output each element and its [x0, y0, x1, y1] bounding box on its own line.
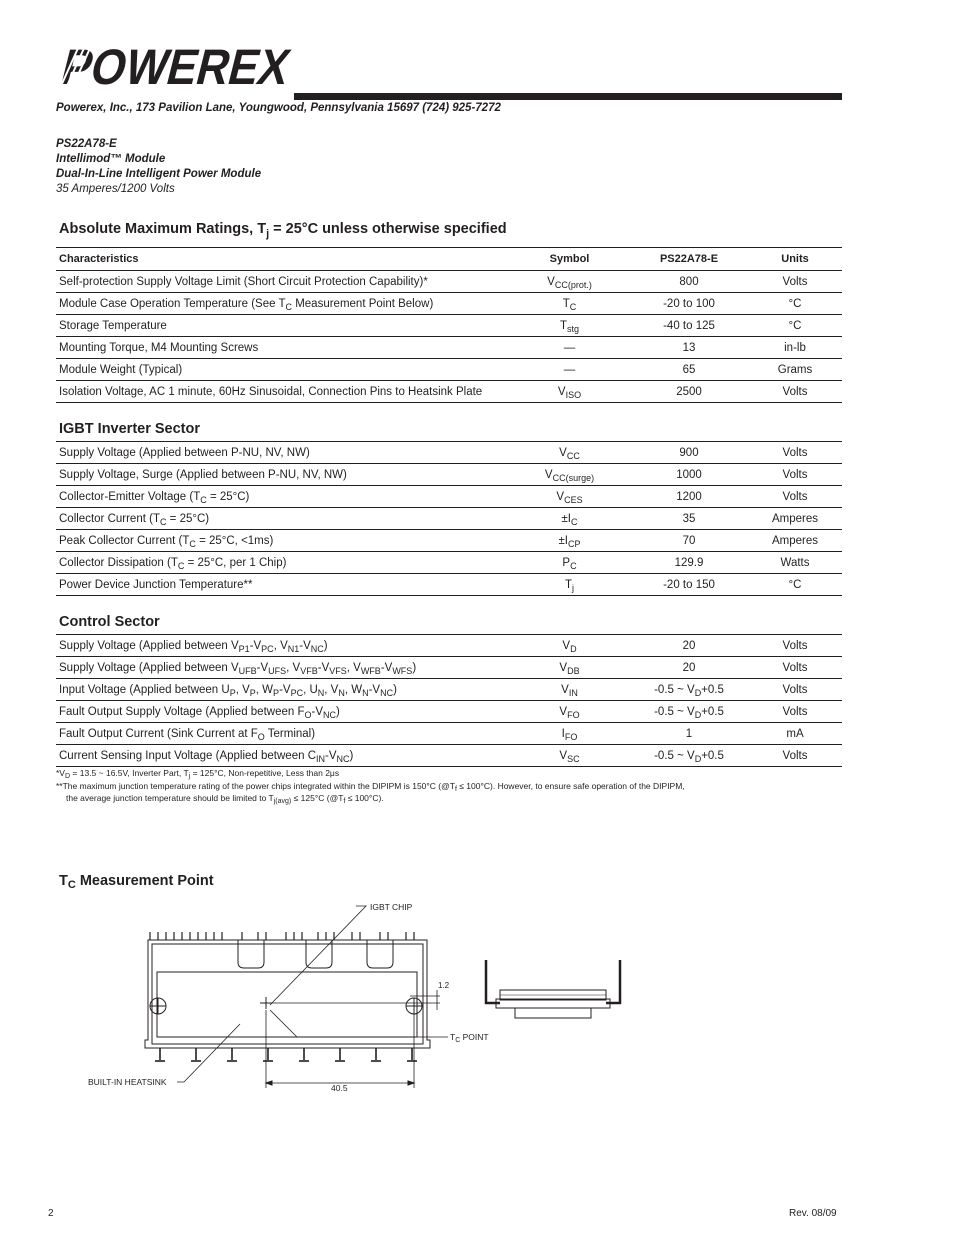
table-row [56, 701, 842, 723]
table-row [56, 530, 842, 552]
subscript: O [304, 709, 312, 720]
cell-characteristic: Supply Voltage (Applied between $V_{UFB}-V_{UFS}$, $V_{VFB}-V_{VFS}$, $V_{WFB}-V_{WFS}$) [56, 657, 509, 679]
subscript: C [570, 560, 577, 571]
col-header-characteristics: Characteristics [56, 248, 509, 271]
cell-unit: °C [748, 574, 842, 596]
cell-value: 1000 [630, 464, 748, 486]
absolute-max-title: Absolute Maximum Ratings, $T_j = 25^\circ C$ unless otherwise specified [59, 221, 507, 240]
cell-value: -20 to 100 [630, 293, 748, 315]
tc-measurement-title: $T_C$ Measurement Point [59, 873, 214, 891]
subscript: N1 [287, 643, 300, 654]
table-row [56, 635, 842, 657]
powerex-logo [55, 38, 326, 95]
cell-unit: Volts [748, 271, 842, 293]
subscript: WFS [392, 665, 413, 676]
cell-characteristic: Module Case Operation Temperature (See $T_C$ Measurement Point Below) [56, 293, 509, 315]
subscript: CC(prot.) [554, 279, 592, 290]
subscript: NC [310, 643, 324, 654]
cell-value: 70 [630, 530, 748, 552]
subscript: FO [564, 731, 578, 742]
company-address: Powerex, Inc., 173 Pavilion Lane, Youngwood, Pennsylvania 15697 (724) 925-7272 [56, 102, 501, 114]
subscript: f [454, 786, 457, 793]
table-row [56, 381, 842, 403]
col-header-symbol: Symbol [509, 248, 630, 271]
cell-symbol: $V_D$ [509, 635, 630, 657]
cell-value: 800 [630, 271, 748, 293]
subscript: O [257, 731, 265, 742]
cell-characteristic: Module Weight (Typical) [56, 359, 509, 381]
footnote-1: $*V_D = 13.5$ ~ 16.5V, Inverter Part, $T_j = 125^\circ C$, Non-repetitive, Less than 2μs [56, 768, 340, 780]
tc-measurement-drawing [56, 898, 676, 1098]
cell-symbol: $I_{FO}$ [509, 723, 630, 745]
cell-characteristic: Collector-Emitter Voltage $(T_C = 25^\circ C)$ [56, 486, 509, 508]
cell-value: 2500 [630, 381, 748, 403]
cell-unit: Amperes [748, 508, 842, 530]
cell-value: 129.9 [630, 552, 748, 574]
subscript: C [159, 516, 167, 527]
subscript: CC [566, 450, 580, 461]
cell-characteristic: Self-protection Supply Voltage Limit (Short Circuit Protection Capability)* [56, 271, 509, 293]
subscript: C [285, 301, 293, 312]
cell-unit: Volts [748, 464, 842, 486]
subscript: WFB [360, 665, 381, 676]
subscript: D [694, 753, 702, 764]
cell-unit: in-lb [748, 337, 842, 359]
cell-characteristic: Storage Temperature [56, 315, 509, 337]
cell-characteristic: Fault Output Supply Voltage (Applied between $F_O-V_{NC}$) [56, 701, 509, 723]
cell-symbol: $V_{CC(prot.)}$ [509, 271, 630, 293]
subscript: N [362, 687, 369, 698]
cell-unit: °C [748, 315, 842, 337]
table-row [56, 442, 842, 464]
table-row [56, 271, 842, 293]
cell-unit: Volts [748, 381, 842, 403]
subscript: CES [564, 494, 583, 505]
subscript: SC [567, 753, 580, 764]
subscript: C [569, 301, 577, 312]
table-row [56, 657, 842, 679]
control-sector-title: Control Sector [59, 614, 160, 630]
subscript: C [200, 494, 207, 505]
logo-text: POWEREX [55, 38, 326, 95]
subscript: D [694, 709, 702, 720]
cell-symbol: $T_C$ [509, 293, 630, 315]
module-side-view [486, 960, 620, 1018]
cell-symbol: $V_{IN}$ [509, 679, 630, 701]
revision: Rev. 08/09 [789, 1208, 837, 1219]
table-row [56, 486, 842, 508]
subscript: P1 [238, 643, 250, 654]
subscript: PC [290, 687, 304, 698]
tc-point-label: $T_C$ POINT [450, 1032, 489, 1044]
cell-characteristic: Supply Voltage, Surge (Applied between P-NU, NV, NW) [56, 464, 509, 486]
product-description: Dual-In-Line Intelligent Power Module [56, 168, 262, 180]
subscript: D [694, 687, 702, 698]
page-number: 2 [48, 1208, 54, 1219]
table-row [56, 552, 842, 574]
cell-unit: Volts [748, 486, 842, 508]
cell-unit: mA [748, 723, 842, 745]
cell-value: 20 [630, 635, 748, 657]
table-row [56, 464, 842, 486]
igbt-sector-table [56, 441, 842, 596]
cell-characteristic: Input Voltage (Applied between $U_P$, $V_P$, $W_P-V_{PC}$, $U_N$, $V_N$, $W_N-V_{NC}$) [56, 679, 509, 701]
cell-characteristic: Peak Collector Current ($T_C = 25^\circ C$, <1ms) [56, 530, 509, 552]
table-row [56, 679, 842, 701]
subscript: NC [323, 709, 337, 720]
cell-symbol: $V_{CC}$ [509, 442, 630, 464]
cell-symbol: $T_j$ [509, 574, 630, 596]
cell-value: 1200 [630, 486, 748, 508]
absolute-max-table [56, 247, 842, 403]
header-rule [294, 93, 842, 100]
subscript: CP [568, 538, 581, 549]
cell-unit: Volts [748, 442, 842, 464]
subscript: NC [380, 687, 394, 698]
subscript: VFB [300, 665, 318, 676]
subscript: IN [568, 687, 578, 698]
cell-value: -0.5 ~ $V_D+0.5$ [630, 745, 748, 767]
cell-symbol: $V_{FO}$ [509, 701, 630, 723]
cell-unit: Volts [748, 635, 842, 657]
cell-value: 13 [630, 337, 748, 359]
cell-unit: Volts [748, 679, 842, 701]
table-row [56, 745, 842, 767]
cell-symbol: $V_{DB}$ [509, 657, 630, 679]
table-row [56, 337, 842, 359]
cell-value: -0.5 ~ $V_D+0.5$ [630, 679, 748, 701]
part-number: PS22A78-E [56, 138, 117, 150]
cell-symbol: $V_{ISO}$ [509, 381, 630, 403]
subscript: FO [567, 709, 580, 720]
subscript: CC(surge) [552, 472, 595, 483]
control-sector-table [56, 634, 842, 767]
cell-symbol: $\pm I_C$ [509, 508, 630, 530]
col-header-part: PS22A78-E [630, 248, 748, 271]
cell-unit: Grams [748, 359, 842, 381]
cell-characteristic: Mounting Torque, M4 Mounting Screws [56, 337, 509, 359]
cell-characteristic: Fault Output Current (Sink Current at $F_O$ Terminal) [56, 723, 509, 745]
cell-value: -20 to 150 [630, 574, 748, 596]
subscript: j(avg) [273, 798, 292, 805]
subscript: D [570, 643, 577, 654]
igbt-sector-title: IGBT Inverter Sector [59, 421, 201, 437]
cell-value: 20 [630, 657, 748, 679]
cell-value: 35 [630, 508, 748, 530]
cell-symbol: $P_C$ [509, 552, 630, 574]
cell-characteristic: Supply Voltage (Applied between P-NU, NV, NW) [56, 442, 509, 464]
footnote-2: **The maximum junction temperature rating of the power chips integrated within the DIPIPM is 150°C $(@T_f \le 100^\circ C)$. However, to ensure safe operation of the DIPIPM, [56, 781, 685, 793]
cell-characteristic: Collector Current $(T_C = 25^\circ C)$ [56, 508, 509, 530]
module-top-view [145, 906, 448, 1088]
table-row [56, 315, 842, 337]
cell-value: 1 [630, 723, 748, 745]
cell-characteristic: Collector Dissipation ($T_C = 25^\circ C$, per 1 Chip) [56, 552, 509, 574]
subscript: P [229, 687, 236, 698]
subscript: NC [336, 753, 350, 764]
cell-value: 65 [630, 359, 748, 381]
dim-40-5-label: 40.5 [331, 1083, 348, 1093]
igbt-chip-label: IGBT CHIP [370, 902, 413, 912]
cell-characteristic: Current Sensing Input Voltage (Applied between $C_{IN}-V_{NC}$) [56, 745, 509, 767]
cell-unit: Amperes [748, 530, 842, 552]
subscript: PC [261, 643, 274, 654]
cell-characteristic: Power Device Junction Temperature** [56, 574, 509, 596]
subscript: IN [316, 753, 325, 764]
subscript: j [188, 773, 191, 780]
table-row [56, 723, 842, 745]
heatsink-label: BUILT-IN HEATSINK [88, 1077, 167, 1087]
cell-unit: Volts [748, 657, 842, 679]
cell-unit: °C [748, 293, 842, 315]
table-row [56, 574, 842, 596]
subscript: UFS [268, 665, 287, 676]
table-row [56, 293, 842, 315]
subscript: P [249, 687, 256, 698]
cell-characteristic: Isolation Voltage, AC 1 minute, 60Hz Sinusoidal, Connection Pins to Heatsink Plate [56, 381, 509, 403]
subscript: VFS [329, 665, 347, 676]
subscript: C [177, 560, 185, 571]
subscript: N [317, 687, 325, 698]
subscript: UFB [238, 665, 257, 676]
subscript: stg [567, 323, 580, 334]
cell-value: -40 to 125 [630, 315, 748, 337]
cell-value: -0.5 ~ $V_D+0.5$ [630, 701, 748, 723]
cell-symbol: $T_{stg}$ [509, 315, 630, 337]
cell-symbol: $V_{SC}$ [509, 745, 630, 767]
cell-unit: Watts [748, 552, 842, 574]
footnote-3: the average junction temperature should be limited to $T_{j(avg)} \le 125^\circ C$ $(@T_f \le 100^\circ C)$. [66, 793, 384, 805]
subscript: D [64, 773, 71, 780]
table-row [56, 508, 842, 530]
subscript: j [572, 582, 575, 593]
cell-symbol: $V_{CES}$ [509, 486, 630, 508]
cell-value: 900 [630, 442, 748, 464]
subscript: ISO [565, 389, 582, 400]
subscript: DB [567, 665, 580, 676]
cell-symbol: — [509, 359, 630, 381]
cell-unit: Volts [748, 701, 842, 723]
cell-unit: Volts [748, 745, 842, 767]
cell-symbol: — [509, 337, 630, 359]
cell-characteristic: Supply Voltage (Applied between $V_{P1}-V_{PC}$, $V_{N1}-V_{NC}$) [56, 635, 509, 657]
subscript: C [571, 516, 578, 527]
subscript: N [338, 687, 345, 698]
col-header-units: Units [748, 248, 842, 271]
subscript: P [273, 687, 280, 698]
cell-symbol: $\pm I_{CP}$ [509, 530, 630, 552]
subscript: f [343, 798, 346, 805]
product-rating: 35 Amperes/1200 Volts [56, 183, 175, 195]
subscript: C [189, 538, 196, 549]
table-row [56, 359, 842, 381]
product-line: Intellimod™ Module [56, 153, 166, 165]
cell-symbol: $V_{CC(surge)}$ [509, 464, 630, 486]
dim-1-2-label: 1.2 [438, 981, 450, 990]
